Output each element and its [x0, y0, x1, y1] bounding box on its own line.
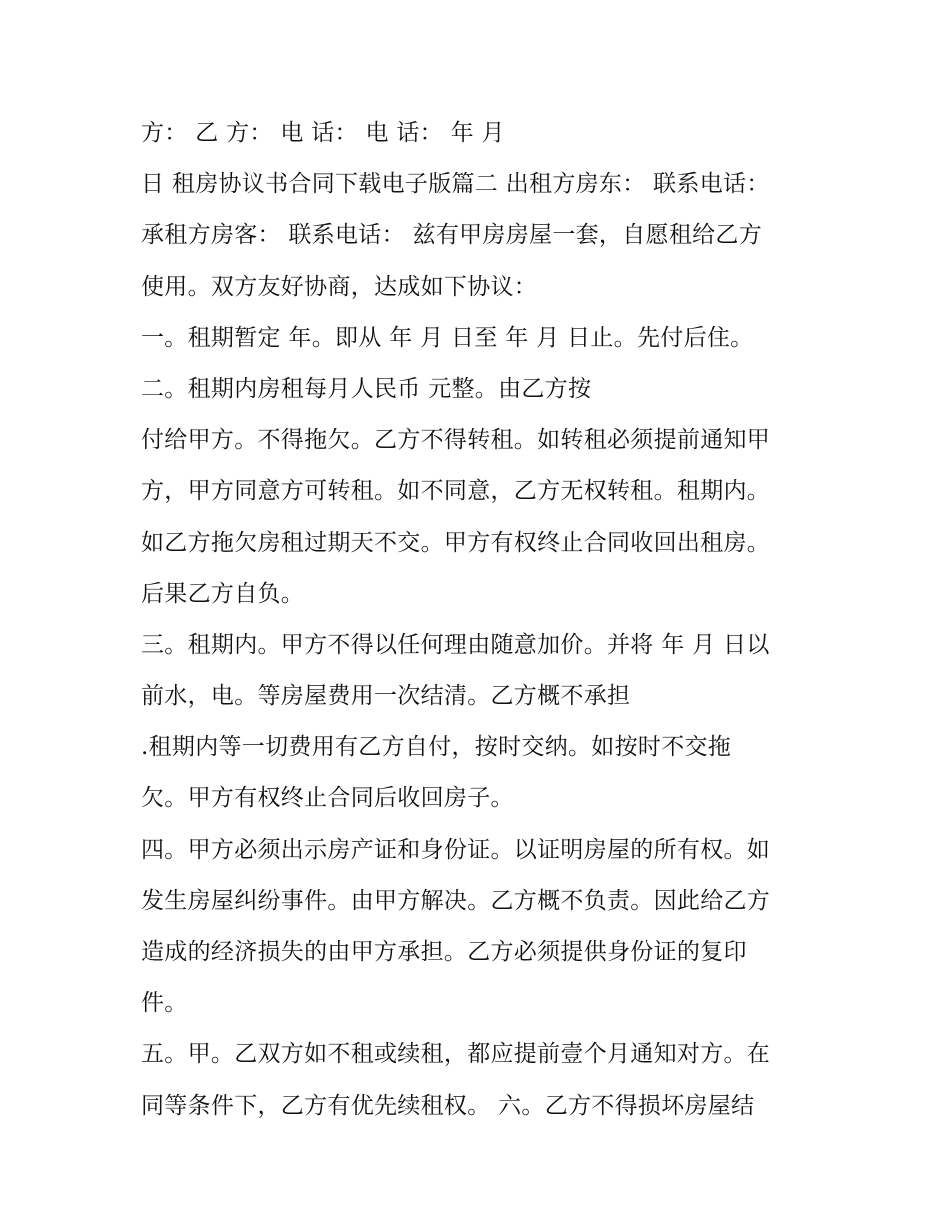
text-line: 四。甲方必须出示房产证和身份证。以证明房屋的所有权。如 — [141, 836, 771, 863]
text-line: 件。 — [141, 990, 188, 1017]
text-line: .租期内等一切费用有乙方自付，按时交纳。如按时不交拖 — [141, 734, 732, 761]
text-line: 付给甲方。不得拖欠。乙方不得转租。如转租必须提前通知甲 — [141, 427, 771, 454]
text-line: 三。租期内。甲方不得以任何理由随意加价。并将 年 月 日以 — [141, 631, 770, 658]
text-line: 造成的经济损失的由甲方承担。乙方必须提供身份证的复印 — [141, 939, 747, 965]
text-line: 承租方房客： 联系电话： 兹有甲房房屋一套，自愿租给乙方 — [141, 222, 763, 249]
text-line: 一。租期暂定 年。即从 年 月 日至 年 月 日止。先付后住。 — [141, 324, 754, 351]
text-line: 发生房屋纠纷事件。由甲方解决。乙方概不负责。因此给乙方 — [141, 887, 771, 914]
text-line: 同等条件下，乙方有优先续租权。 六。乙方不得损坏房屋结 — [141, 1092, 755, 1119]
text-line: 欠。甲方有权终止合同后收回房子。 — [141, 785, 514, 812]
agreement-text — [141, 108, 821, 1132]
text-line: 日 租房协议书合同下载电子版篇二 出租方房东： 联系电话： — [141, 171, 770, 198]
text-line: 方，甲方同意方可转租。如不同意，乙方无权转租。租期内。 — [141, 478, 771, 505]
text-line: 五。甲。乙双方如不租或续租，都应提前壹个月通知对方。在 — [141, 1041, 771, 1068]
text-line: 二。租期内房租每月人民币 元整。由乙方按 — [141, 375, 592, 402]
text-line: 后果乙方自负。 — [141, 580, 305, 607]
text-line: 前水，电。等房屋费用一次结清。乙方概不承担 — [141, 683, 631, 710]
text-line: 使用。双方友好协商，达成如下协议： — [141, 273, 538, 300]
text-line: 如乙方拖欠房租过期天不交。甲方有权终止合同收回出租房。 — [141, 529, 771, 556]
text-line: 方： 乙 方： 电 话： 电 话： 年 月 — [141, 120, 505, 146]
